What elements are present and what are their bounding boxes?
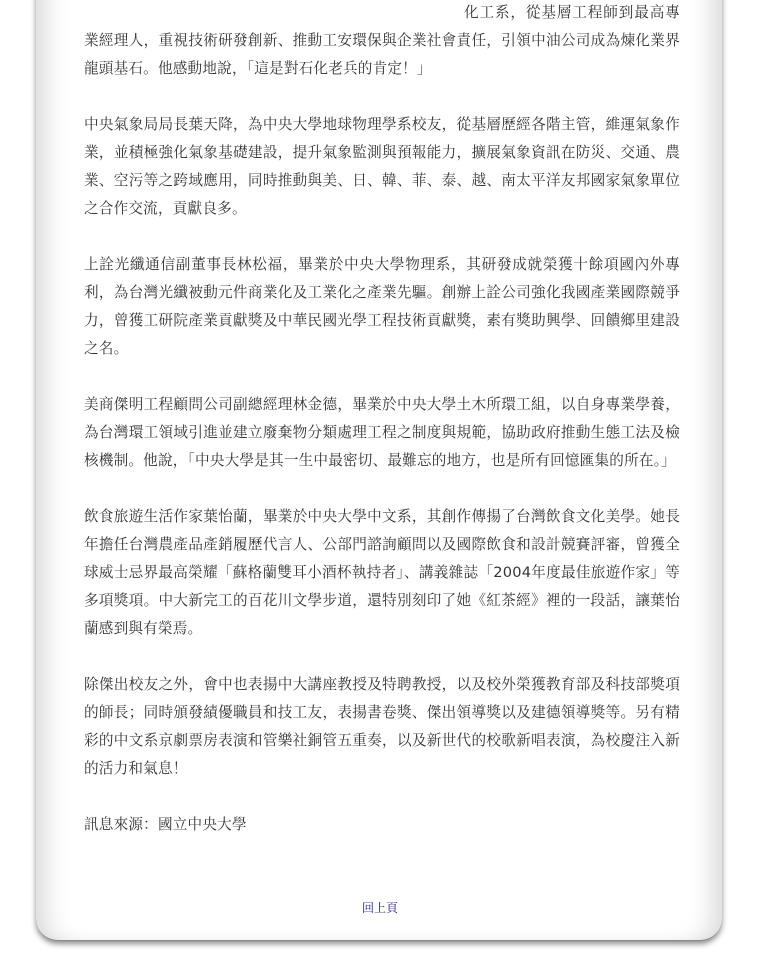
article-paragraph: 中央氣象局局長葉天降，為中央大學地球物理學系校友，從基層歷經各階主管，維運氣象作業，並積極強化氣象基礎建設，提升氣象監測與預報能力，擴展氣象資訊在防災、交通、農業、空污等之跨域應用，同時推動與美、日、韓、菲、泰、越、南太平洋友邦國家氣象單位之合作交流，貢獻良多。 (84, 116, 680, 217)
article-paragraph: 飲食旅遊生活作家葉怡蘭，畢業於中央大學中文系，其創作傳揚了台灣飲食文化美學。她長年擔任台灣農產品產銷履歷代言人、公部門諮詢顧問以及國際飲食和設計競賽評審，曾獲全球威士忌界最高榮耀「蘇格蘭雙耳小酒杯執持者」、講義雜誌「2004年度最佳旅遊作家」等多項獎項。中大新完工的百花川文學步道，還特別刻印了她《紅茶經》裡的一段話，讓葉怡蘭感到與有榮焉。 (84, 508, 680, 637)
news-article (84, 0, 680, 839)
back-link[interactable]: 回上頁 (361, 901, 398, 915)
article-paragraph: 化工系，從基層工程師到最高專業經理人，重視技術研發創新、推動工安環保與企業社會責任，引領中油公司成為煉化業界龍頭基石。他感動地說，「這是對石化老兵的肯定！」 (84, 4, 680, 77)
article-paragraph: 上詮光纖通信副董事長林松福，畢業於中央大學物理系，其研發成就榮獲十餘項國內外專利，為台灣光纖被動元件商業化及工業化之產業先驅。創辦上詮公司強化我國產業國際競爭力，曾獲工研院產業貢獻獎及中華民國光學工程技術貢獻獎，素有獎助興學、回饋鄉里建設之名。 (84, 256, 680, 357)
article-paragraph: 美商傑明工程顧問公司副總經理林金德，畢業於中央大學土木所環工組，以自身專業學養，為台灣環工領域引進並建立廢棄物分類處理工程之制度與規範，協助政府推動生態工法及檢核機制。他說，「中央大學是其一生中最密切、最難忘的地方，也是所有回憶匯集的所在。」 (84, 396, 680, 469)
article-paragraph: 除傑出校友之外，會中也表揚中大講座教授及特聘教授，以及校外榮獲教育部及科技部獎項的師長；同時頒發績優職員和技工友，表揚書卷獎、傑出領導獎以及建德領導獎等。另有精彩的中文系京劇票房表演和管樂社銅管五重奏，以及新世代的校歌新唱表演，為校慶注入新的活力和氣息！ (84, 676, 680, 777)
news-source: 訊息來源：國立中央大學 (84, 816, 247, 833)
